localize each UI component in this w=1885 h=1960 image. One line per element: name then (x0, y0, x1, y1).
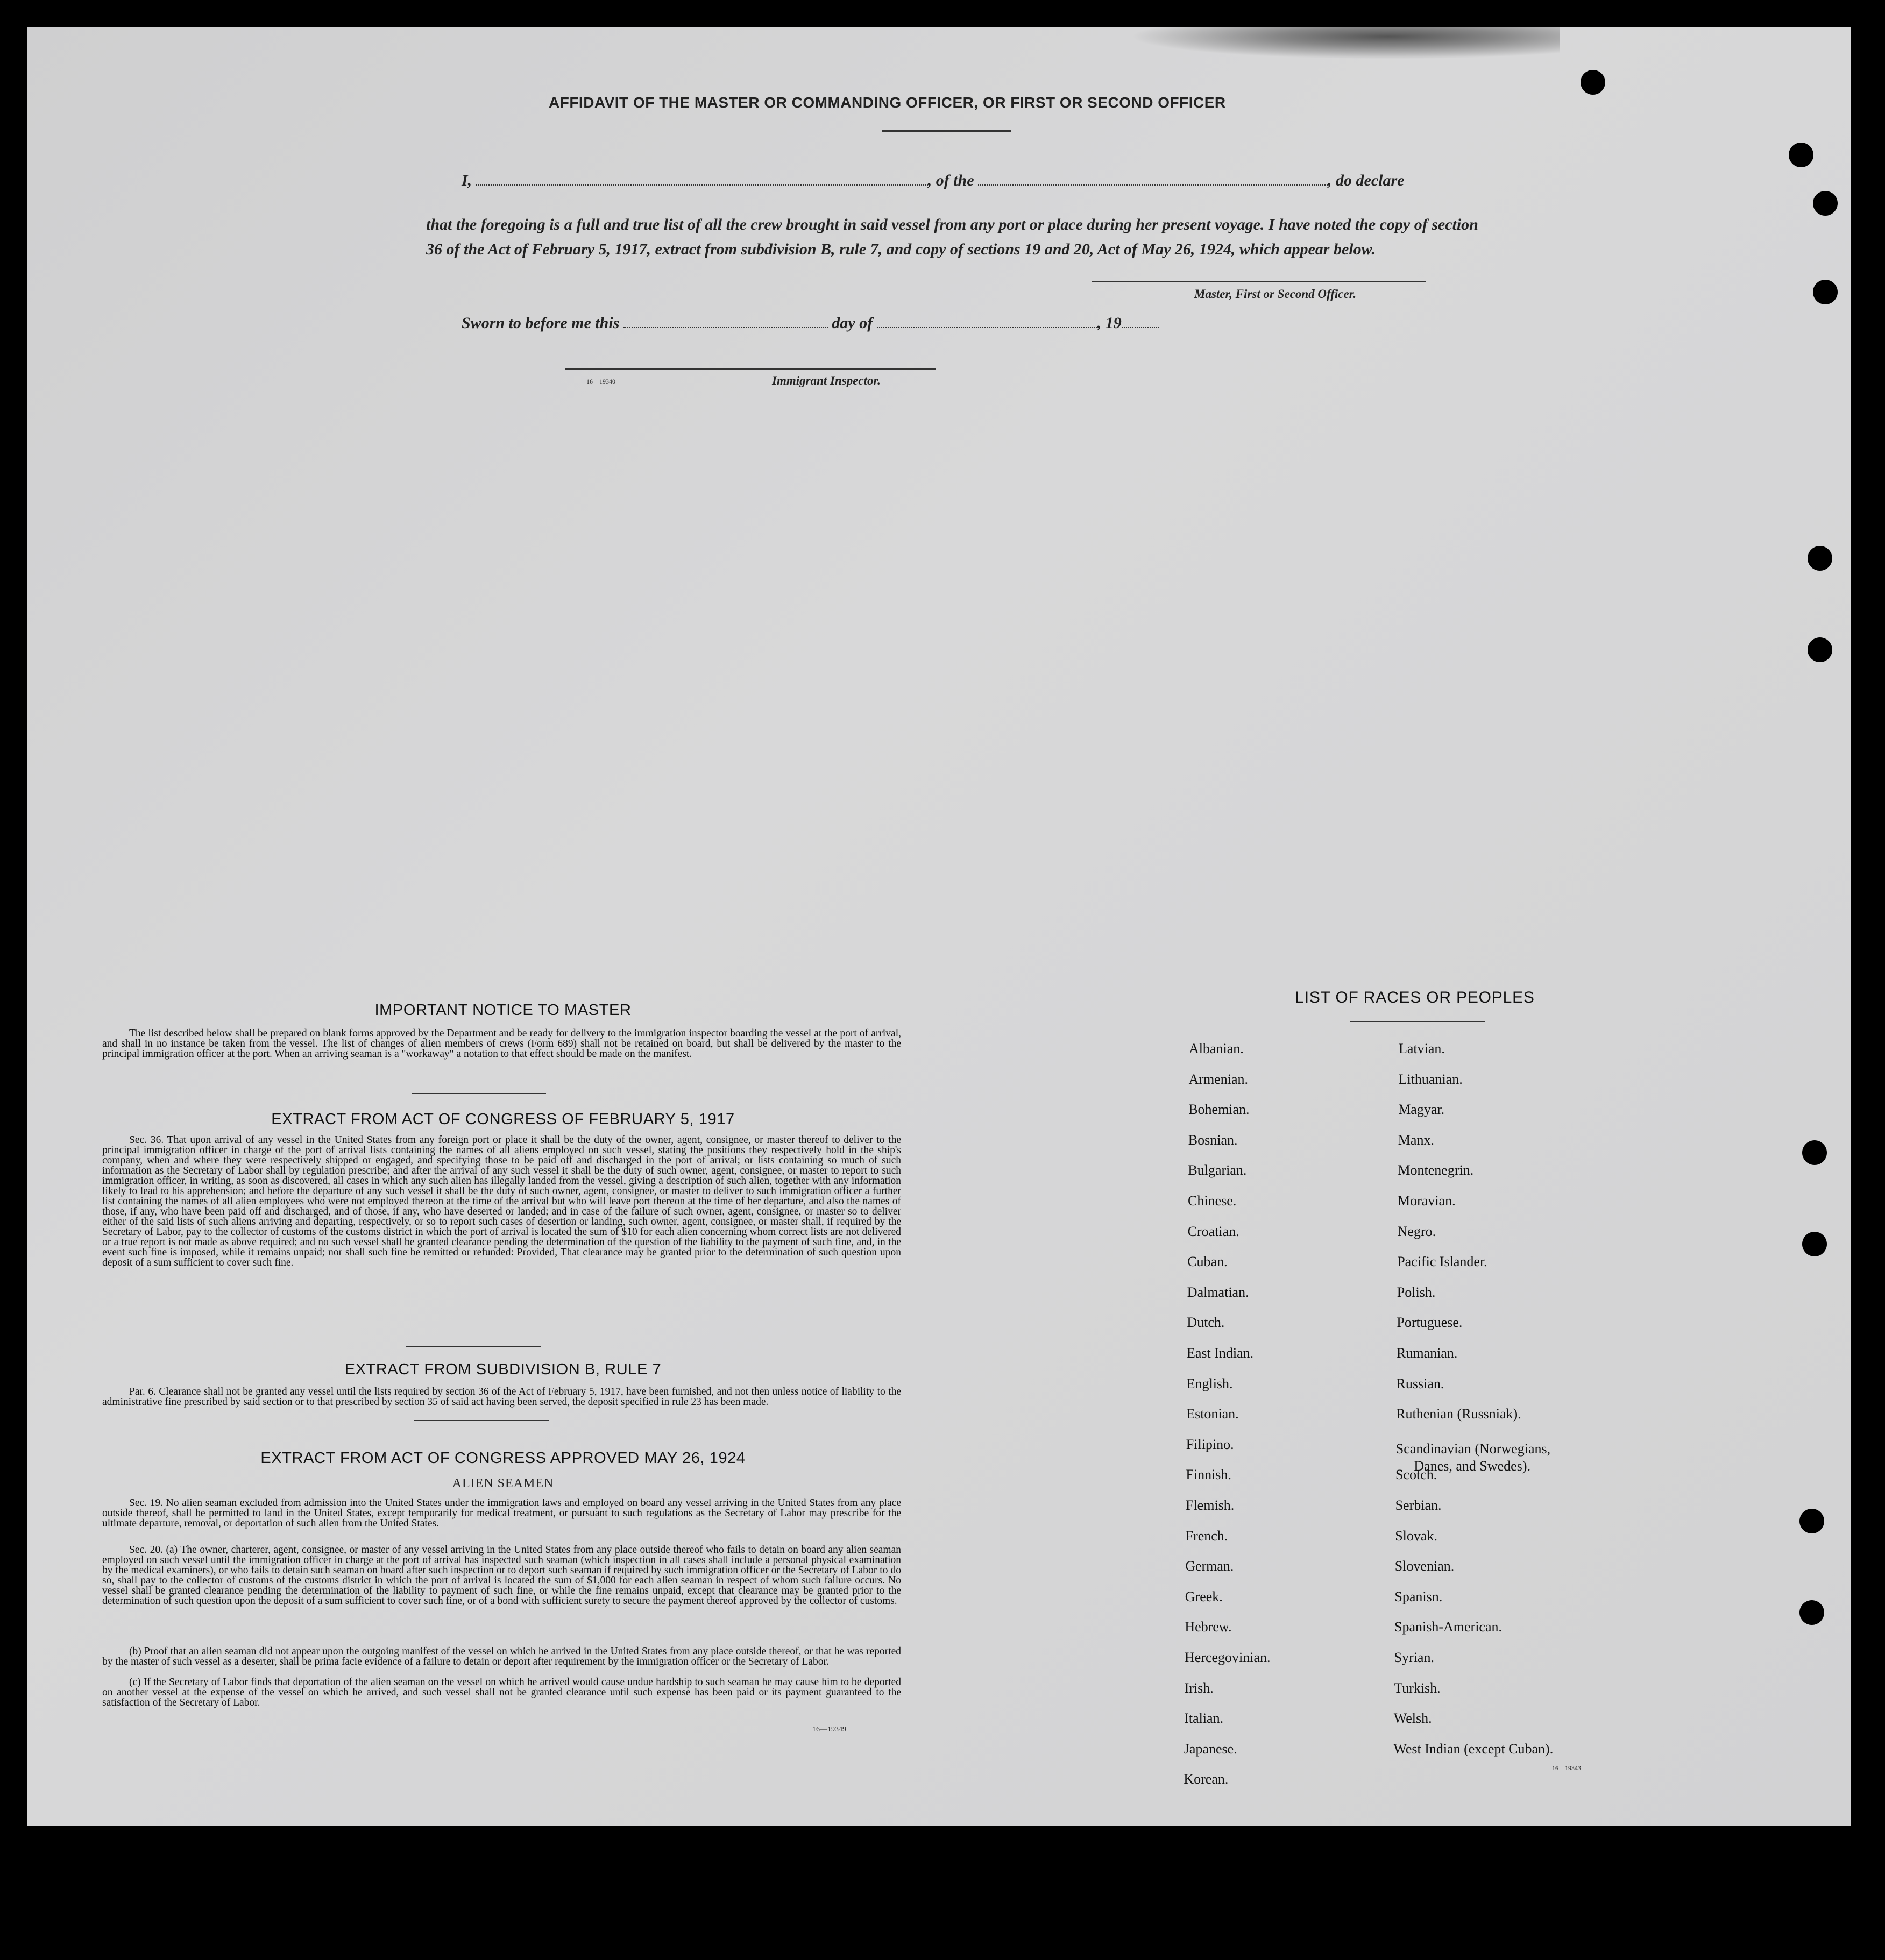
race-item: Serbian. (1395, 1497, 1442, 1513)
scan-smudge (1130, 27, 1560, 59)
race-item: Rumanian. (1397, 1345, 1458, 1361)
race-item: Dutch. (1187, 1315, 1225, 1331)
punch-hole (1789, 143, 1813, 167)
race-item: Spanisn. (1394, 1588, 1443, 1604)
sec20c-text: (c) If the Secretary of Labor finds that deportation of the alien seaman on the vessel on which he arrived would cause undue hardship to such seaman he may cause him to be deported on another vessel at the expense of the vessel on which he arrived, and such vessel shall not be granted clearance until such expense has been paid or its payment guaranteed to the satisfaction of the Secretary of Labor. (102, 1677, 901, 1708)
race-item: Croatian. (1187, 1223, 1239, 1239)
race-item: Ruthenian (Russniak). (1396, 1406, 1521, 1422)
race-item: Albanian. (1189, 1041, 1244, 1056)
race-item: Italian. (1184, 1710, 1224, 1727)
notice-heading: IMPORTANT NOTICE TO MASTER (374, 1002, 632, 1019)
sworn-line (462, 312, 1159, 332)
race-item: Greek. (1185, 1588, 1223, 1604)
punch-hole (1799, 1600, 1824, 1625)
year-label: , 19 (1097, 314, 1122, 332)
sworn-label: Sworn to before me this (462, 314, 620, 332)
alien-seamen-subheading: ALIEN SEAMEN (452, 1476, 554, 1490)
title-rule (882, 130, 1011, 132)
punch-hole (1813, 191, 1838, 216)
rule7-text: Par. 6. Clearance shall not be granted any vessel until the lists required by section 36 of the Act of February 5, 1917, have been furnished, and not then unless notice of liability to the administrative fine prescribed by said section or to that prescribed by section 35 of said act having been served, the deposit specified in rule 23 has been made. (102, 1386, 901, 1408)
extract-1917-heading: EXTRACT FROM ACT OF CONGRESS OF FEBRUARY 5, 1917 (271, 1111, 735, 1128)
race-item: Spanish-American. (1394, 1619, 1503, 1635)
declaration-line (462, 169, 1404, 190)
race-item: Syrian. (1394, 1650, 1434, 1665)
punch-hole (1802, 1140, 1827, 1165)
race-item: Japanese. (1184, 1741, 1237, 1757)
race-item: Slovak. (1395, 1528, 1437, 1544)
race-item: Korean. (1184, 1771, 1229, 1787)
race-item: Montenegrin. (1398, 1162, 1474, 1178)
race-item: Flemish. (1186, 1497, 1235, 1513)
sworn-month-field[interactable] (877, 312, 1097, 328)
races-title: LIST OF RACES OR PEOPLES (1295, 989, 1535, 1006)
race-item: Armenian. (1188, 1071, 1249, 1087)
extract-1917-text: Sec. 36. That upon arrival of any vessel in the United States from any foreign port or place it shall be the duty of the owner, agent, consignee, or master thereof to deliver to the principal immigration officer in charge of the port of arrival lists containing the names of all aliens employed on such vessel, stating the positions they respectively hold in the ship's company, when and where they were respectively shipped or engaged, and specifying those to be paid off and discharged in the port of arrival; or lists containing so much of such information as the Secretary of Labor shall by regulation prescribe; and after the arrival of any such vessel it shall be the duty of such owner, agent, consignee, or master to report to such immigration officer, in writing, as soon as discovered, all cases in which any such alien has illegally landed from the vessel, giving a description of such alien, together with any information likely to lead to his apprehension; and before the departure of any such vessel it shall be the duty of such owner, agent, consignee, or master to deliver to such immigration officer a further list containing the names of all alien employees who were not employed thereon at the time of the arrival but who will leave port thereon at the time of her departure, and also the names of those, if any, who have been paid off and discharged, and of those, if any, who have deserted or landed; and in case of the failure of such owner, agent, consignee, or master so to deliver either of the said lists of such aliens arriving and departing, respectively, or so to report such cases of desertion or landing, such owner, agent, consignee, or master shall, if required by the Secretary of Labor, pay to the collector of customs of the customs district in which the port of arrival is located the sum of $10 for each alien concerning whom correct lists are not delivered or a true report is not made as above required; and no such vessel shall be granted clearance pending the determination of the question of the liability to the payment of such fine, and, in the event such fine is imposed, while it remains unpaid; nor shall such fine be remitted or refunded: Provided, That clearance may be granted prior to the determination of such question upon deposit of a sum sufficient to cover such fine. (102, 1134, 901, 1268)
race-item: French. (1185, 1528, 1228, 1544)
races-title-rule (1350, 1021, 1485, 1022)
sec20b-text: (b) Proof that an alien seaman did not appear upon the outgoing manifest of the vessel on which he arrived in the United States from any place outside thereof, or that he was reported by the master of such vessel as a deserter, shall be prima facie evidence of a failure to detain or deport after requirement by the immigration officer or the Secretary of Labor. (102, 1646, 901, 1667)
race-item: Irish. (1184, 1680, 1214, 1696)
sworn-year-field[interactable] (1122, 312, 1159, 328)
race-item: Chinese. (1188, 1193, 1237, 1209)
declarant-label: I, (462, 172, 472, 189)
notice-form-number: 16—19349 (812, 1725, 846, 1734)
sec19-text: Sec. 19. No alien seaman excluded from admission into the United States under the immigration laws and employed on board any vessel arriving in the United States from any place outside thereof, shall be permitted to land in the United States, except temporarily for medical treatment, or pursuant to such regulations as the Secretary of Labor may prescribe for the ultimate departure, removal, or deportation of such alien from the United States. (102, 1497, 901, 1529)
race-item: Bosnian. (1188, 1132, 1238, 1148)
race-item: Lithuanian. (1398, 1071, 1463, 1087)
race-item: Negro. (1397, 1223, 1436, 1239)
sec20a-text: Sec. 20. (a) The owner, charterer, agent, consignee, or master of any vessel arriving in the United States from any place outside thereof who fails to detain on board any alien seaman employed on such vessel until the immigration officer in charge at the port of arrival has inspected such seaman (which inspection in all cases shall include a personal physical examination by the medical examiners), or who fails to detain such seaman on board after such inspection or to deport such seaman if required by such immigration officer or the Secretary of Labor to do so, shall pay to the collector of customs of the customs district in which the port of arrival is located the sum of $1,000 for each alien seaman in respect of whom such failure occurs. No vessel shall be granted clearance pending the determination of the liability to payment of such fine, or while the fine remains unpaid, except that clearance may be granted prior to the determination of such question upon the deposit of a sum sufficient to cover such fine, or of a bond with sufficient surety to secure the payment thereof approved by the collector of customs. (102, 1544, 901, 1607)
race-item: Estonian. (1186, 1406, 1239, 1422)
day-of-label: day of (832, 314, 873, 332)
punch-hole (1802, 1232, 1827, 1256)
of-the-label: , of the (927, 172, 974, 189)
rule7-heading: EXTRACT FROM SUBDIVISION B, RULE 7 (344, 1361, 662, 1378)
inspector-label: Immigrant Inspector. (772, 374, 881, 387)
race-item: Scotch. (1395, 1467, 1437, 1483)
master-signature-label: Master, First or Second Officer. (1194, 287, 1357, 301)
race-item: Slovenian. (1394, 1558, 1455, 1574)
sworn-day-field[interactable] (623, 312, 828, 328)
divider-rule (406, 1346, 541, 1347)
race-item: Turkish. (1394, 1680, 1441, 1696)
extract-1924-heading: EXTRACT FROM ACT OF CONGRESS APPROVED MAY 26, 1924 (260, 1450, 746, 1467)
race-item: West Indian (except Cuban). (1393, 1741, 1554, 1757)
races-form-number: 16—19343 (1552, 1764, 1581, 1772)
punch-hole (1808, 637, 1832, 662)
manifest-page (27, 27, 1851, 1826)
affidavit-statement: that the foregoing is a full and true list of all the crew brought in said vessel from any port or place during her present voyage. I have noted the copy of section 36 of the Act of February 5, 1917, extract from subdivision B, rule 7, and copy of sections 19 and 20, Act of May 26, 1924, which appear below. (426, 216, 1478, 258)
punch-hole (1808, 546, 1832, 571)
race-item: Pacific Islander. (1397, 1254, 1487, 1270)
punch-hole (1581, 70, 1605, 95)
race-item: Magyar. (1398, 1102, 1445, 1118)
race-item: Moravian. (1398, 1193, 1456, 1209)
race-item: Bulgarian. (1188, 1162, 1247, 1178)
divider-rule (412, 1093, 546, 1094)
race-item: English. (1186, 1375, 1233, 1391)
race-item: Hercegovinian. (1185, 1650, 1271, 1665)
race-item: Portuguese. (1397, 1315, 1463, 1331)
race-item: Dalmatian. (1187, 1284, 1249, 1300)
declarant-name-field[interactable] (476, 169, 928, 186)
notice-text: The list described below shall be prepared on blank forms approved by the Department and be ready for delivery to the immigration inspector boarding the vessel at the port of arrival, and shall in no instance be taken from the vessel. The list of changes of alien members of crews (Form 689) shall not be retained on board, but shall be delivered by the master to the principal immigration officer at the port. When an arriving seaman is a "workaway" a notation to that effect should be made on the manifest. (102, 1028, 901, 1060)
race-item: Danes, and Swedes). (1414, 1458, 1530, 1474)
race-item: Filipino. (1186, 1436, 1234, 1452)
divider-rule (414, 1420, 549, 1421)
race-item: Hebrew. (1185, 1619, 1232, 1635)
punch-hole (1813, 280, 1838, 304)
race-item: Bohemian. (1188, 1102, 1250, 1118)
race-item: German. (1185, 1558, 1234, 1574)
race-item: Cuban. (1187, 1254, 1228, 1270)
race-item: Polish. (1397, 1284, 1436, 1300)
inspector-form-code: 16—19340 (586, 378, 615, 385)
declare-label: , do declare (1328, 172, 1405, 189)
race-item: Welsh. (1393, 1710, 1432, 1727)
race-item: Manx. (1398, 1132, 1434, 1148)
master-signature-line[interactable] (1092, 281, 1426, 282)
race-item: East Indian. (1187, 1345, 1254, 1361)
race-item: Finnish. (1186, 1467, 1231, 1483)
vessel-name-field[interactable] (978, 169, 1328, 186)
affidavit-title: AFFIDAVIT OF THE MASTER OR COMMANDING OFFICER, OR FIRST OR SECOND OFFICER (549, 94, 1226, 111)
race-item: Scandinavian (Norwegians, (1395, 1440, 1551, 1457)
race-item: Russian. (1396, 1375, 1444, 1391)
race-item: Latvian. (1399, 1041, 1445, 1056)
punch-hole (1799, 1509, 1824, 1533)
inspector-signature-line[interactable] (565, 368, 936, 370)
